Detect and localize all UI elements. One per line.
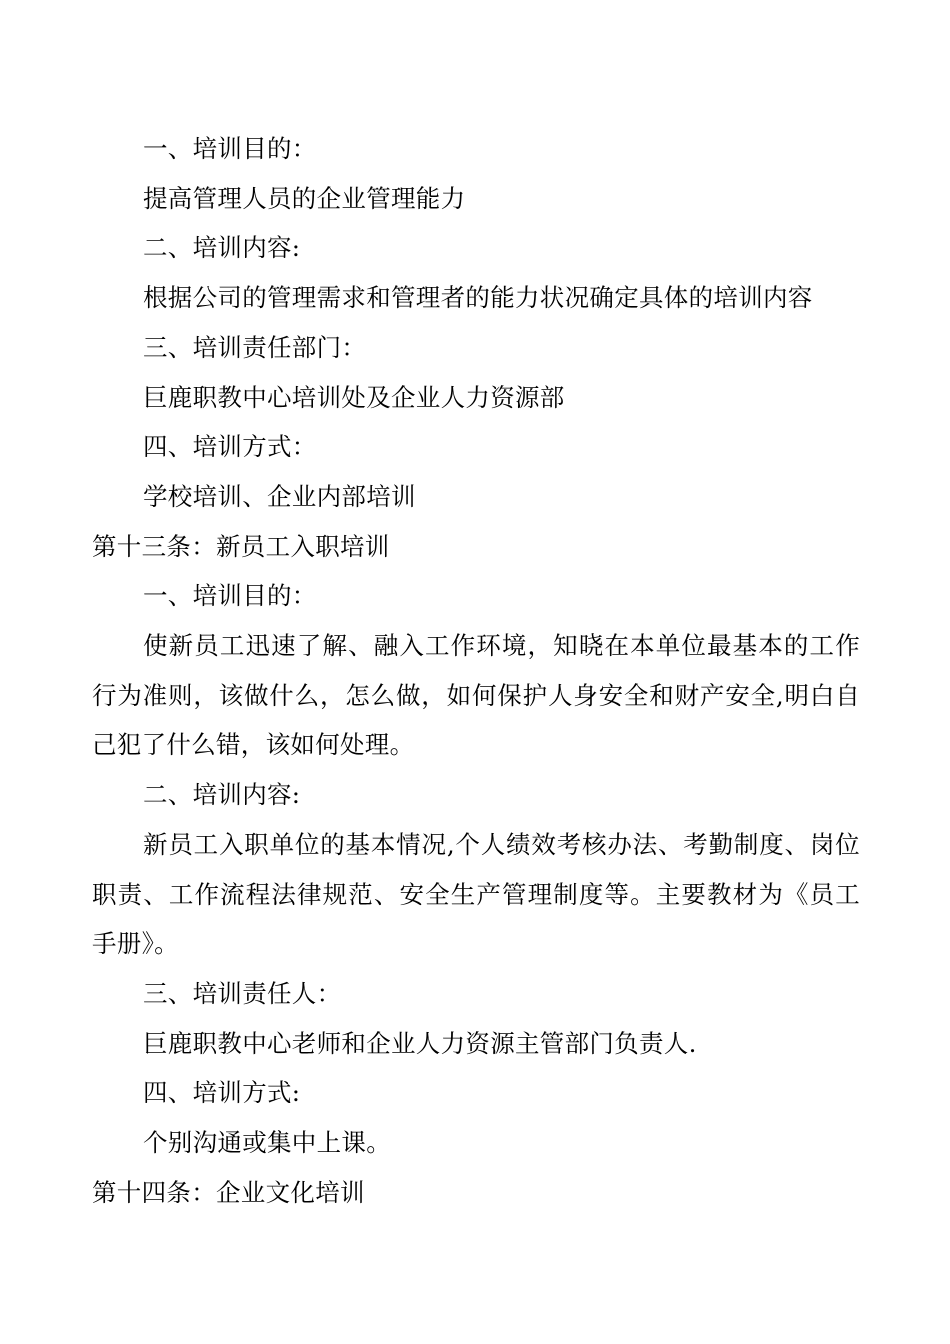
- body-paragraph: 学校培训、企业内部培训: [143, 481, 416, 511]
- section-heading: 四、培训方式：: [143, 432, 317, 462]
- section-heading: 三、培训责任人：: [143, 978, 342, 1008]
- body-paragraph: 新员工入职单位的基本情况,个人绩效考核办法、考勤制度、岗位职责、工作流程法律规范、安全生产管理制度等。主要教材为《员工手册》。: [92, 829, 860, 959]
- body-paragraph: 提高管理人员的企业管理能力: [143, 183, 466, 213]
- article-heading: 第十三条：新员工入职培训: [92, 531, 390, 561]
- section-heading: 一、培训目的：: [143, 134, 317, 163]
- section-heading: 三、培训责任部门：: [143, 332, 367, 362]
- body-paragraph: 个别沟通或集中上课。: [143, 1128, 391, 1158]
- document-body: [92, 124, 860, 1217]
- section-heading: 二、培训内容:: [143, 233, 301, 263]
- section-heading: 二、培训内容:: [143, 780, 301, 810]
- body-paragraph: 根据公司的管理需求和管理者的能力状况确定具体的培训内容: [143, 283, 813, 313]
- section-heading: 四、培训方式:: [143, 1078, 301, 1108]
- body-paragraph: 使新员工迅速了解、融入工作环境，知晓在本单位最基本的工作行为准则，该做什么，怎么做，如何保护人身安全和财产安全,明白自己犯了什么错，该如何处理。: [92, 631, 860, 760]
- section-heading: 一、培训目的：: [143, 581, 317, 611]
- body-paragraph: 巨鹿职教中心培训处及企业人力资源部: [143, 382, 565, 412]
- article-heading: 第十四条：企业文化培训: [92, 1177, 365, 1207]
- body-paragraph: 巨鹿职教中心老师和企业人力资源主管部门负责人.: [143, 1028, 697, 1058]
